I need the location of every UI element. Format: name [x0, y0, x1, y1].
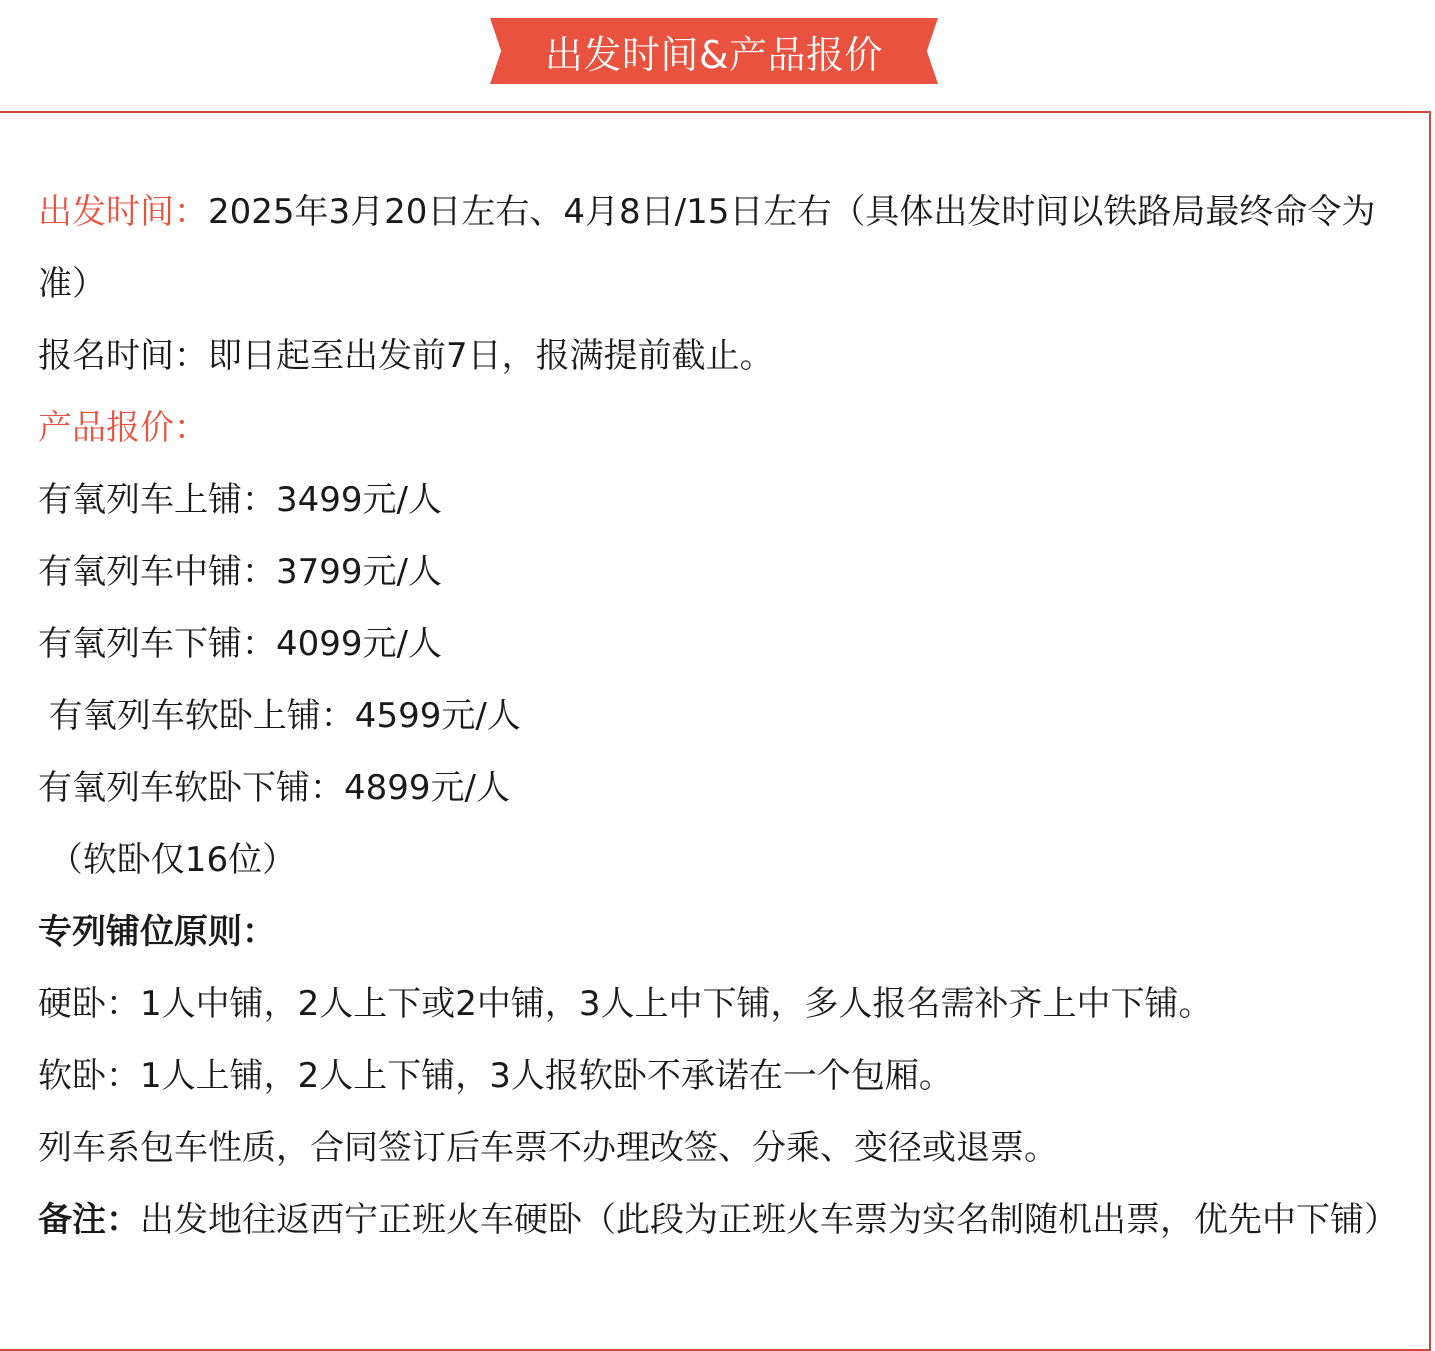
principle-item: 硬卧：1人中铺，2人上下或2中铺，3人上中下铺，多人报名需补齐上中下铺。: [38, 984, 1213, 1024]
departure-label: 出发时间：: [38, 192, 208, 232]
departure-text: 2025年3月20日左右、4月8日/15日左右（具体出发时间以铁路局最终命令为准）: [38, 192, 1376, 304]
registration-line: 报名时间：即日起至出发前7日，报满提前截止。: [38, 336, 774, 376]
soft-berth-note: （软卧仅16位）: [38, 840, 297, 880]
principles-heading: 专列铺位原则：: [38, 912, 276, 952]
content-body: [38, 176, 1398, 1256]
section-banner: [490, 18, 938, 84]
price-item: 有氧列车下铺：4099元/人: [38, 624, 442, 664]
principle-item: 软卧：1人上铺，2人上下铺，3人报软卧不承诺在一个包厢。: [38, 1056, 953, 1096]
principle-item: 列车系包车性质，合同签订后车票不办理改签、分乘、变径或退票。: [38, 1128, 1058, 1168]
note-text: 出发地往返西宁正班火车硬卧（此段为正班火车票为实名制随机出票，优先中下铺）: [140, 1200, 1398, 1240]
price-item: 有氧列车中铺：3799元/人: [38, 552, 442, 592]
price-item: 有氧列车软卧下铺：4899元/人: [38, 768, 510, 808]
price-item: 有氧列车上铺：3499元/人: [38, 480, 442, 520]
price-item: 有氧列车软卧上铺：4599元/人: [38, 696, 521, 736]
note-line: [38, 1184, 1398, 1256]
pricing-label: 产品报价：: [38, 408, 208, 448]
note-label: 备注：: [38, 1200, 140, 1240]
banner-title: 出发时间&产品报价: [544, 32, 884, 77]
departure-line: [38, 176, 1398, 320]
